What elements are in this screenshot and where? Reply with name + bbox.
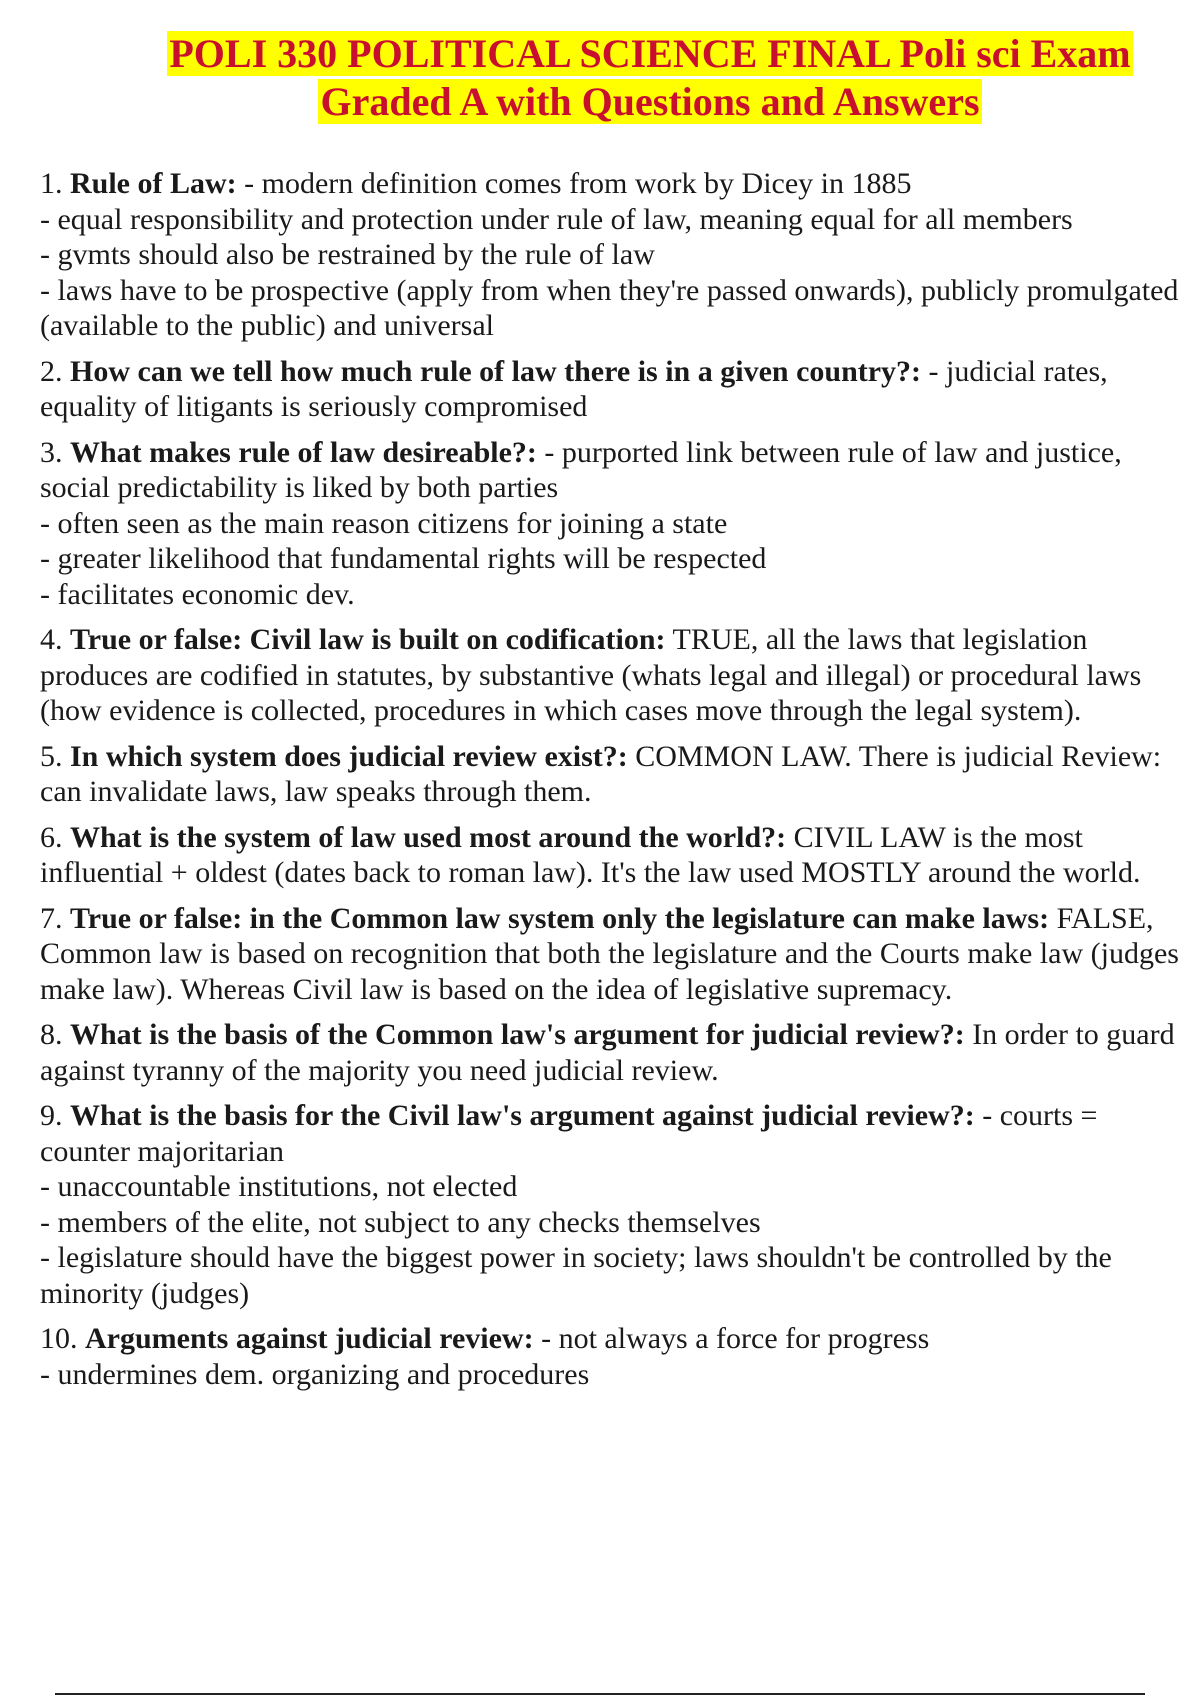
qa-item-4 <box>40 622 1190 729</box>
item-answer: - courts = counter majoritarian <box>40 1099 1098 1168</box>
answer-line: - facilitates economic dev. <box>40 577 355 611</box>
item-number: 10. <box>40 1322 78 1355</box>
item-answer: In order to guard against tyranny of the majority you need judicial review. <box>40 1018 1175 1087</box>
qa-item-9 <box>40 1098 1190 1311</box>
item-question: Arguments against judicial review: <box>85 1322 534 1355</box>
item-question: What is the basis for the Civil law's argument against judicial review?: <box>70 1099 975 1132</box>
answer-line: - legislature should have the biggest power in society; laws shouldn't be controlled by the minority (judges) <box>40 1241 1112 1310</box>
item-number: 1. <box>40 167 63 200</box>
item-question: Rule of Law: <box>70 167 237 200</box>
answer-line: - greater likelihood that fundamental rights will be respected <box>40 542 767 575</box>
item-number: 7. <box>40 901 63 935</box>
item-number: 3. <box>40 435 63 469</box>
item-answer: - purported link between rule of law and justice, social predictability is liked by both parties <box>40 435 1122 504</box>
item-answer: COMMON LAW. There is judicial Review: can invalidate laws, law speaks through them. <box>40 739 1162 808</box>
document-title <box>120 30 1180 126</box>
item-question: What is the basis of the Common law's argument for judicial review?: <box>70 1018 965 1051</box>
qa-item-3 <box>40 435 1190 613</box>
item-number: 8. <box>40 1018 63 1051</box>
item-answer: TRUE, all the laws that legislation produces are codified in statutes, by substantive (whats legal and illegal) or procedural laws (how evidence is collected, procedures in which cases move through the legal system). <box>40 623 1142 727</box>
answer-line: - gvmts should also be restrained by the rule of law <box>40 238 655 271</box>
qa-list <box>40 166 1190 1402</box>
answer-line: - equal responsibility and protection under rule of law, meaning equal for all members <box>40 202 1073 236</box>
footer-divider <box>55 1693 1145 1695</box>
qa-item-6 <box>40 820 1190 891</box>
item-number: 6. <box>40 820 63 854</box>
item-question: True or false: in the Common law system only the legislature can make laws: <box>70 901 1050 935</box>
qa-item-10 <box>40 1321 1190 1392</box>
answer-line: - laws have to be prospective (apply from when they're passed onwards), publicly promulgated (available to the public) and universal <box>40 273 1179 342</box>
answer-line: - undermines dem. organizing and procedures <box>40 1357 590 1391</box>
item-answer: - not always a force for progress <box>541 1322 930 1355</box>
item-question: True or false: Civil law is built on codification: <box>70 623 666 656</box>
item-question: What makes rule of law desireable?: <box>70 435 537 469</box>
item-question: What is the system of law used most around the world?: <box>70 820 787 854</box>
qa-item-7 <box>40 901 1190 1008</box>
item-number: 4. <box>40 623 63 656</box>
title-line-2: Graded A with Questions and Answers <box>320 79 980 124</box>
item-number: 9. <box>40 1099 63 1132</box>
item-number: 5. <box>40 739 63 773</box>
item-question: In which system does judicial review exist?: <box>70 739 628 773</box>
item-answer: CIVIL LAW is the most influential + oldest (dates back to roman law). It's the law used MOSTLY around the world. <box>40 820 1141 889</box>
item-answer: - judicial rates, equality of litigants is seriously compromised <box>40 354 1108 423</box>
item-number: 2. <box>40 354 63 388</box>
title-line-1: POLI 330 POLITICAL SCIENCE FINAL Poli sci Exam <box>169 31 1131 76</box>
answer-line: - members of the elite, not subject to any checks themselves <box>40 1205 761 1239</box>
qa-item-5 <box>40 739 1190 810</box>
qa-item-2 <box>40 354 1190 425</box>
qa-item-1 <box>40 166 1190 344</box>
item-answer: - modern definition comes from work by Dicey in 1885 <box>244 167 912 200</box>
answer-line: - unaccountable institutions, not elected <box>40 1170 518 1203</box>
item-answer: FALSE, Common law is based on recognition that both the legislature and the Courts make law (judges make law). Whereas Civil law is based on the idea of legislative supremacy. <box>40 901 1179 1006</box>
qa-item-8 <box>40 1017 1190 1088</box>
answer-line: - often seen as the main reason citizens for joining a state <box>40 506 728 540</box>
item-question: How can we tell how much rule of law there is in a given country?: <box>70 354 922 388</box>
